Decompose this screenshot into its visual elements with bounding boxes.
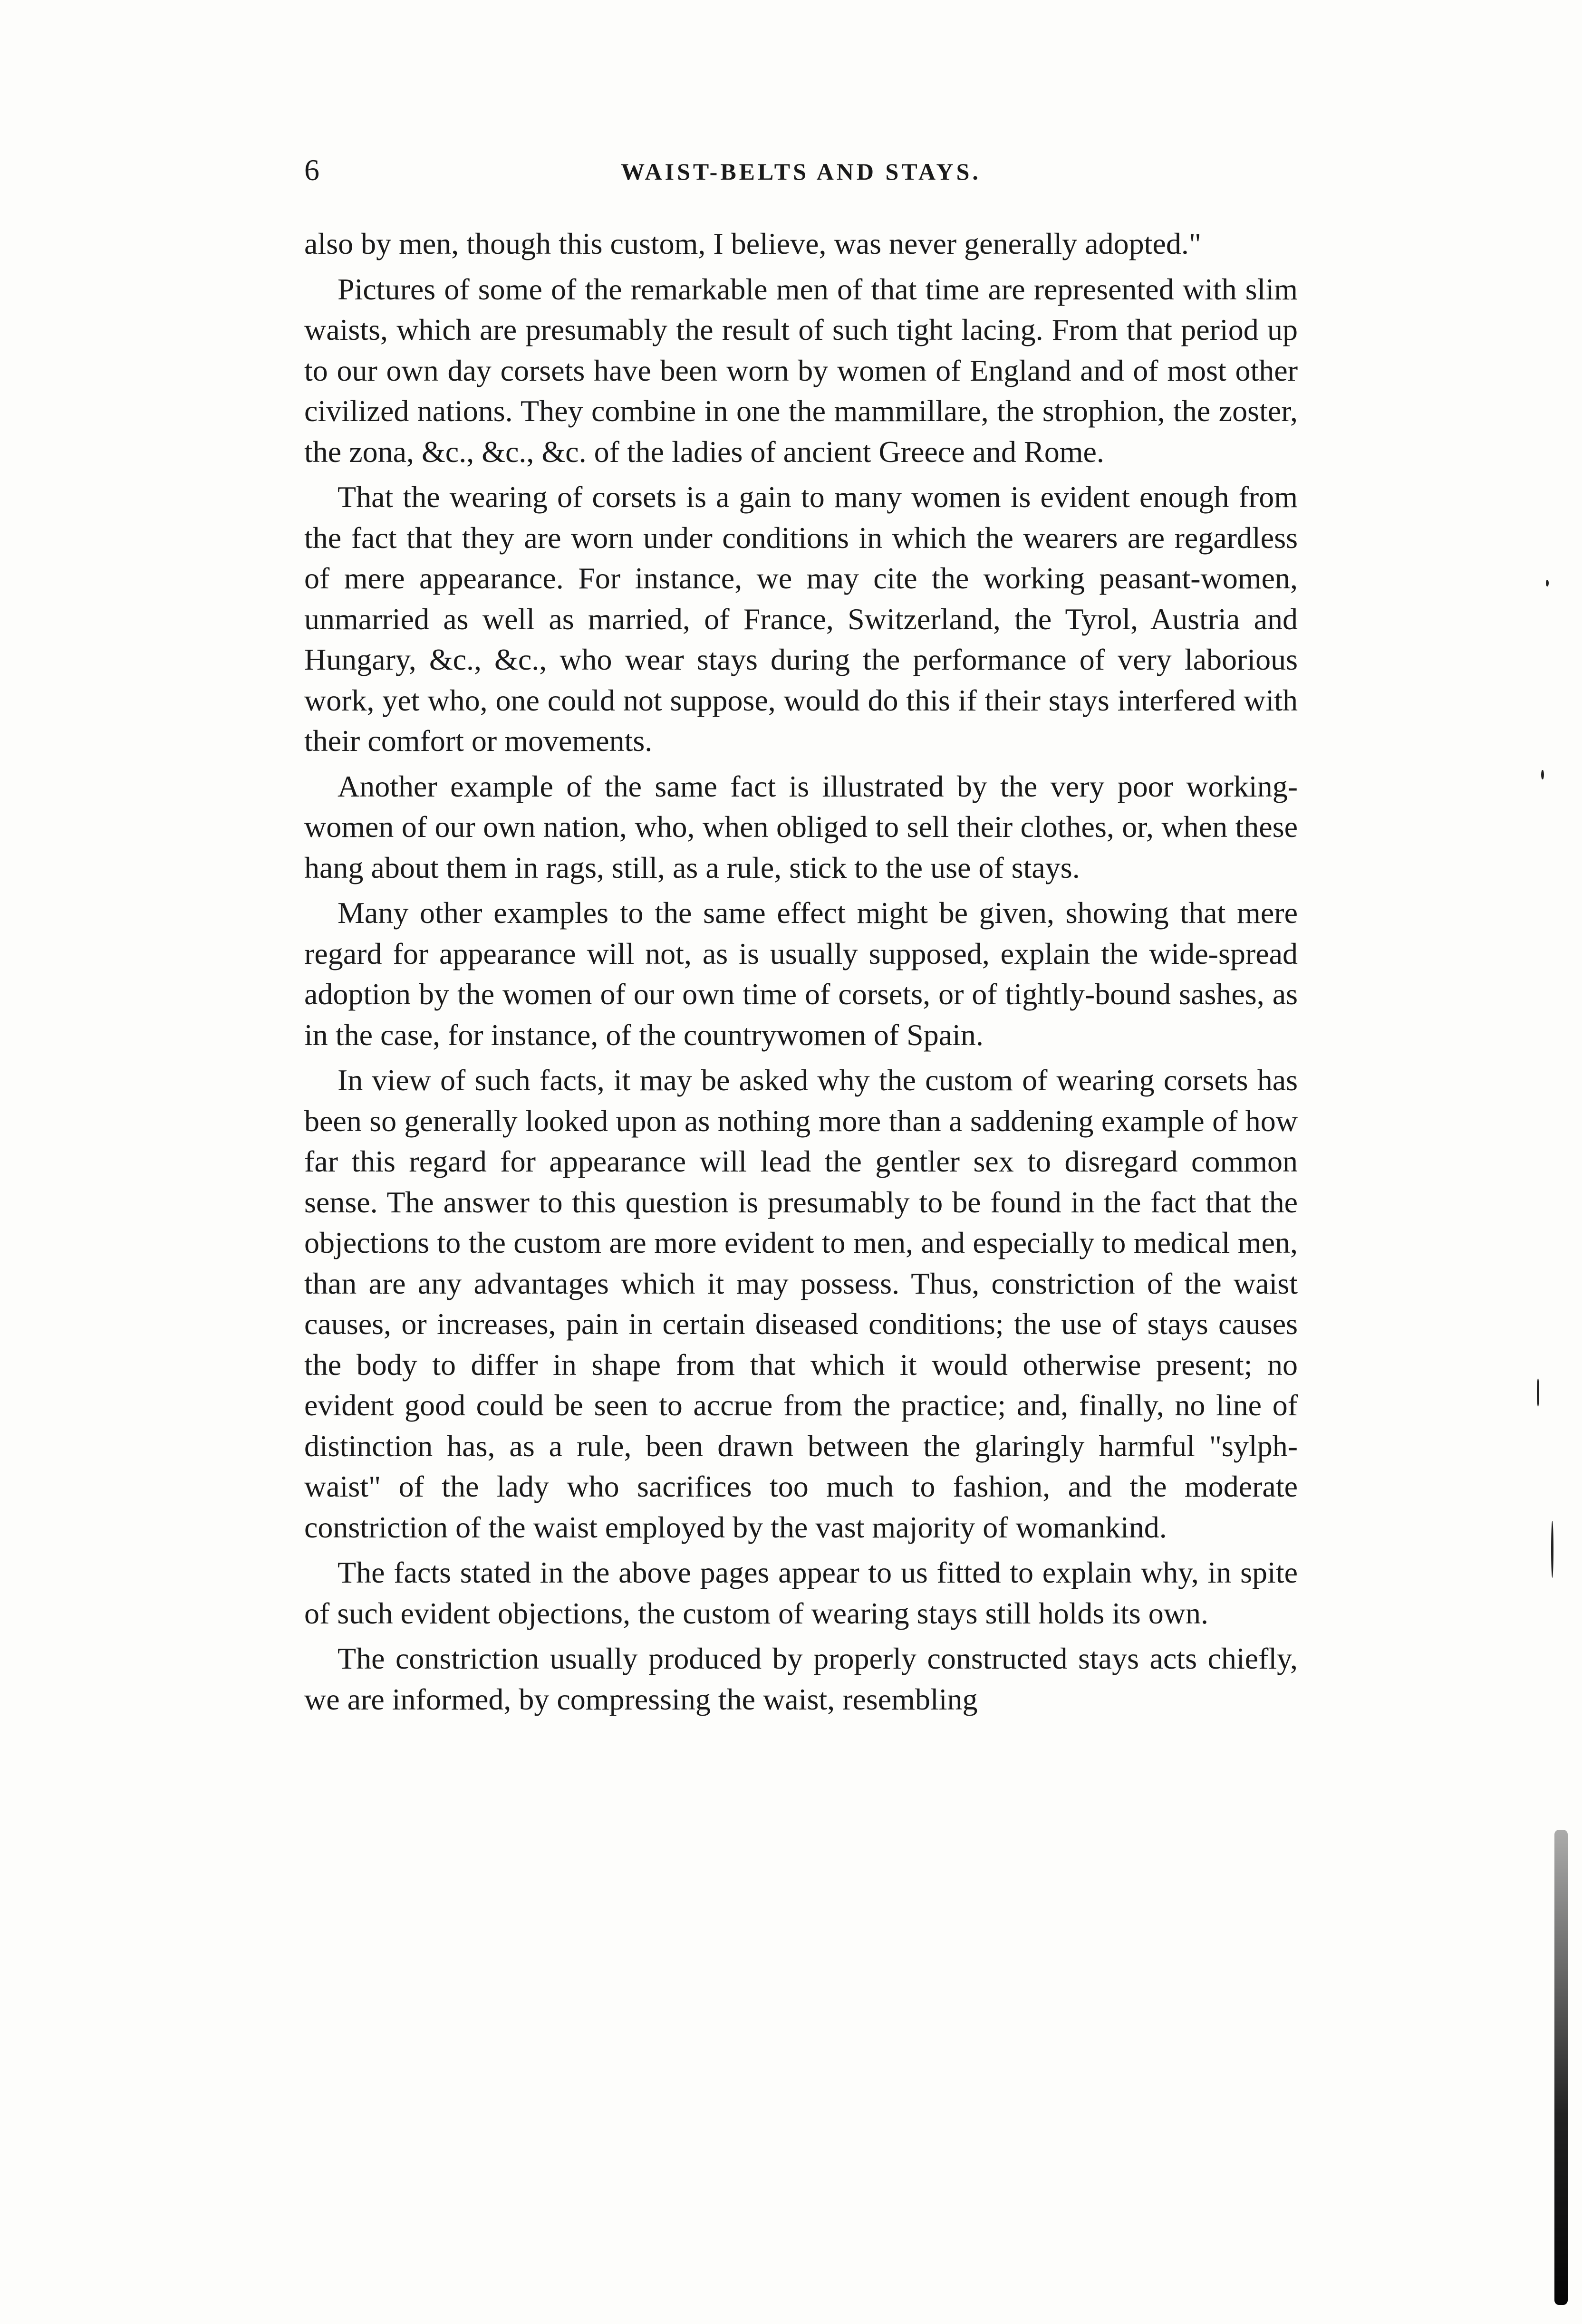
paragraph-in-view: In view of such facts, it may be asked why the custom of wearing corsets has been so generally looked upon as nothing more than a saddening example of how far this regard for appearance will lead the gentler sex to disregard common sense. The answer to this question is presumably to be found in the fact that the objections to the custom are more evident to men, and especially to medical men, than are any advantages which it may possess. Thus, constriction of the waist causes, or increases, pain in certain diseased conditions; the use of stays causes the body to differ in shape from that which it would otherwise present; no evident good could be seen to accrue from the practice; and, finally, no line of distinction has, as a rule, been drawn between the glaringly harmful "sylph-waist" of the lady who sacrifices too much to fashion, and the moderate constriction of the waist employed by the vast majority of womankind. — [304, 1063, 1298, 1544]
scan-speck — [1546, 580, 1549, 586]
scan-edge-artifacts — [1525, 0, 1582, 2324]
paragraph-facts-stated: The facts stated in the above pages appear to us fitted to explain why, in spite of such evident objections, the custom of wearing stays still holds its own. — [304, 1556, 1298, 1630]
running-head — [304, 151, 1298, 194]
paragraph-continued: also by men, though this custom, I believe, was never generally adopted." — [304, 227, 1201, 260]
paragraph-another-example: Another example of the same fact is illustrated by the very poor working-women of our own nation, who, when obliged to sell their clothes, or, when these hang about them in rags, still, as a rule, stick to the use of stays. — [304, 769, 1298, 884]
paragraph-wearing-corsets: That the wearing of corsets is a gain to many women is evident enough from the fact that they are worn under conditions in which the wearers are regardless of mere appearance. For instance, we may cite the working peasant-women, unmarried as well as married, of France, Switzerland, the Tyrol, Austria and Hungary, &c., &c., who wear stays during the performance of very laborious work, yet who, one could not suppose, would do this if their stays interfered with their comfort or movements. — [304, 480, 1298, 758]
paragraph-many-examples: Many other examples to the same effect might be given, showing that mere regard for appearance will not, as is usually supposed, explain the wide-spread adoption by the women of our own time of corsets, or of tightly-bound sashes, as in the case, for instance, of the countrywomen of Spain. — [304, 896, 1298, 1052]
scan-edge-shadow — [1554, 1830, 1568, 2305]
paragraph-constriction: The constriction usually produced by properly constructed stays acts chiefly, we are informed, by compressing the waist, resembling — [304, 1642, 1298, 1716]
scan-speck — [1541, 770, 1544, 779]
paragraph-pictures: Pictures of some of the remarkable men of that time are represented with slim waists, which are presumably the result of such tight lacing. From that period up to our own day corsets have been worn by women of England and of most other civilized nations. They combine in one the mammillare, the strophion, the zoster, the zona, &c., &c., &c. of the ladies of ancient Greece and Rome. — [304, 272, 1298, 469]
scan-speck — [1551, 1521, 1553, 1578]
running-title: WAIST-BELTS AND STAYS. — [621, 158, 981, 185]
body-text — [304, 223, 1298, 1724]
page-number: 6 — [304, 153, 319, 187]
scan-speck — [1537, 1378, 1539, 1407]
